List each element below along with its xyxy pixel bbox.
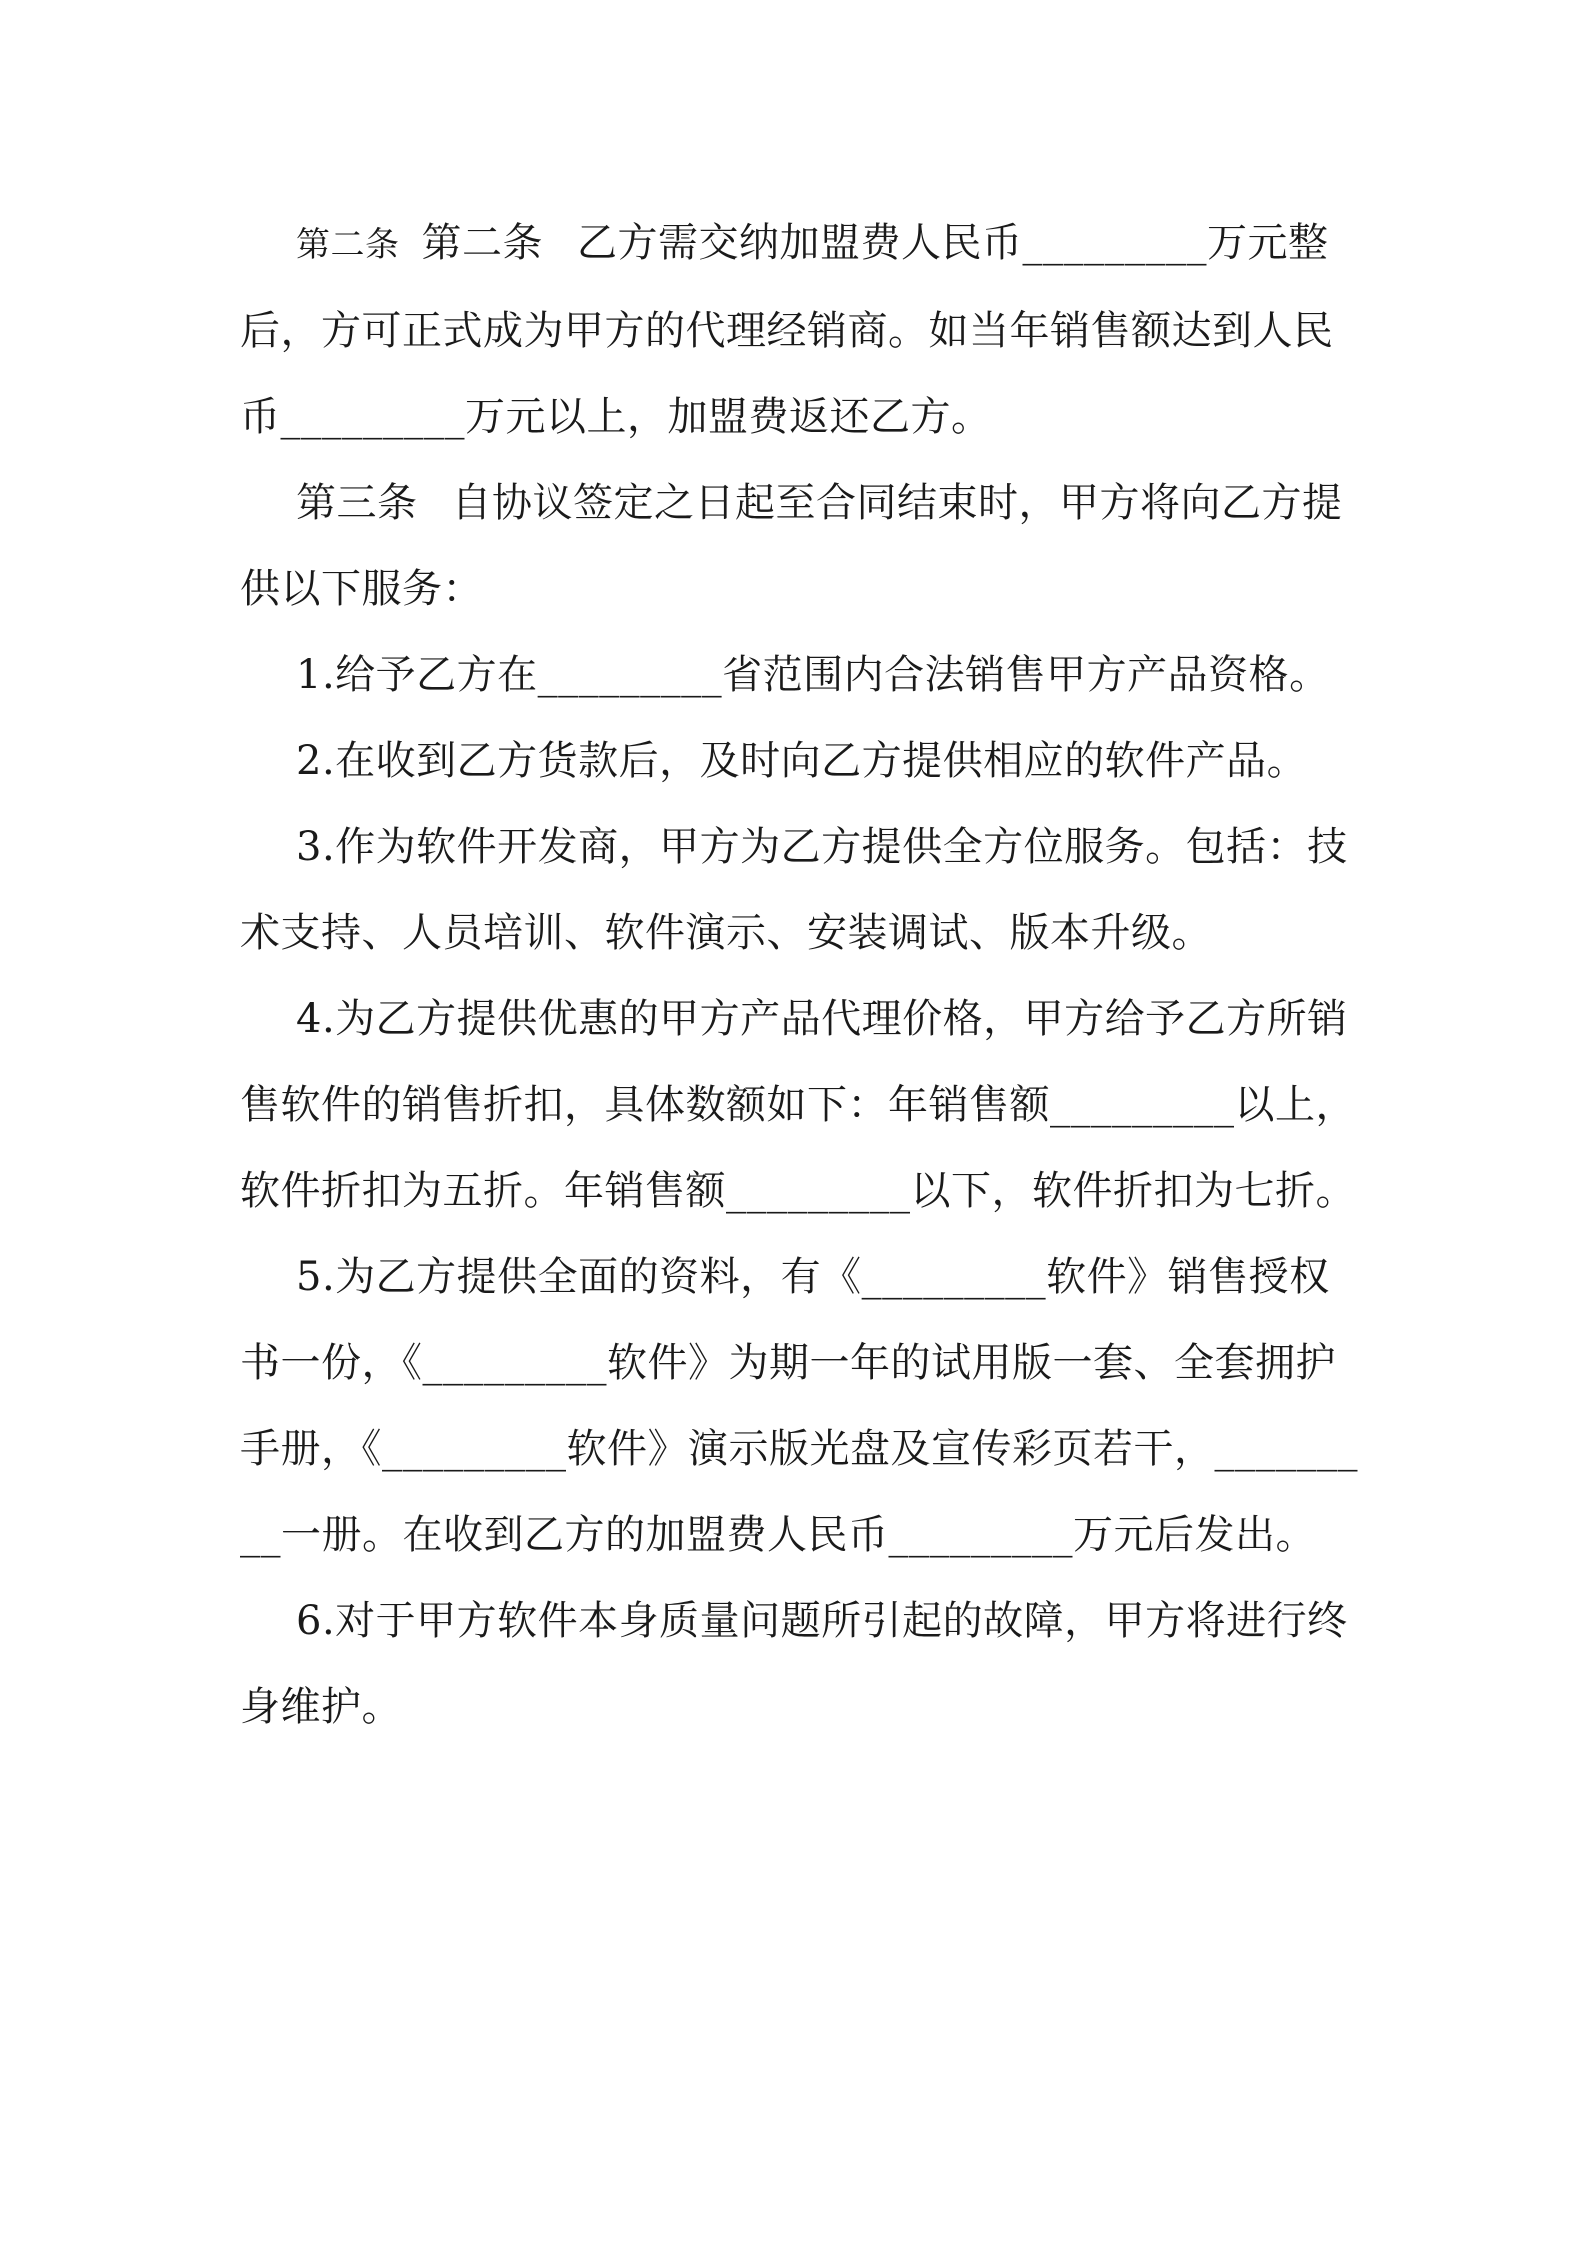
service-item-1: 1.给予乙方在_________省范围内合法销售甲方产品资格。 (296, 652, 1330, 698)
article-3-paragraph (240, 460, 1360, 632)
service-item-2: 2.在收到乙方货款后，及时向乙方提供相应的软件产品。 (296, 738, 1308, 784)
service-item-4: 4.为乙方提供优惠的甲方产品代理价格，甲方给予乙方所销售软件的销售折扣，具体数额如下：年销售额_________以上，软件折扣为五折。年销售额_________以下，软件折扣为七折。 (240, 996, 1356, 1214)
service-item-6: 6.对于甲方软件本身质量问题所引起的故障，甲方将进行终身维护。 (240, 1598, 1348, 1730)
service-item-5: 5.为乙方提供全面的资料，有《_________软件》销售授权书一份，《_________软件》为期一年的试用版一套、全套拥护手册，《_________软件》演示版光盘及宣传彩页若干，_________一册。在收到乙方的加盟费人民币_________万元后发出。 (240, 1254, 1358, 1558)
article-3-title: 第三条 (296, 480, 418, 526)
article-2-text: 乙方需交纳加盟费人民币_________万元整后，方可正式成为甲方的代理经销商。如当年销售额达到人民币_________万元以上，加盟费返还乙方。 (240, 220, 1334, 440)
article-2-title: 第二条 (421, 220, 543, 266)
article-2-paragraph (240, 200, 1360, 460)
article-2-prefix: 第二条 (296, 225, 400, 265)
document-body (240, 200, 1360, 1750)
article-3-text: 自协议签定之日起至合同结束时，甲方将向乙方提供以下服务： (240, 480, 1343, 612)
service-item-3: 3.作为软件开发商，甲方为乙方提供全方位服务。包括：技术支持、人员培训、软件演示、安装调试、版本升级。 (240, 824, 1348, 956)
